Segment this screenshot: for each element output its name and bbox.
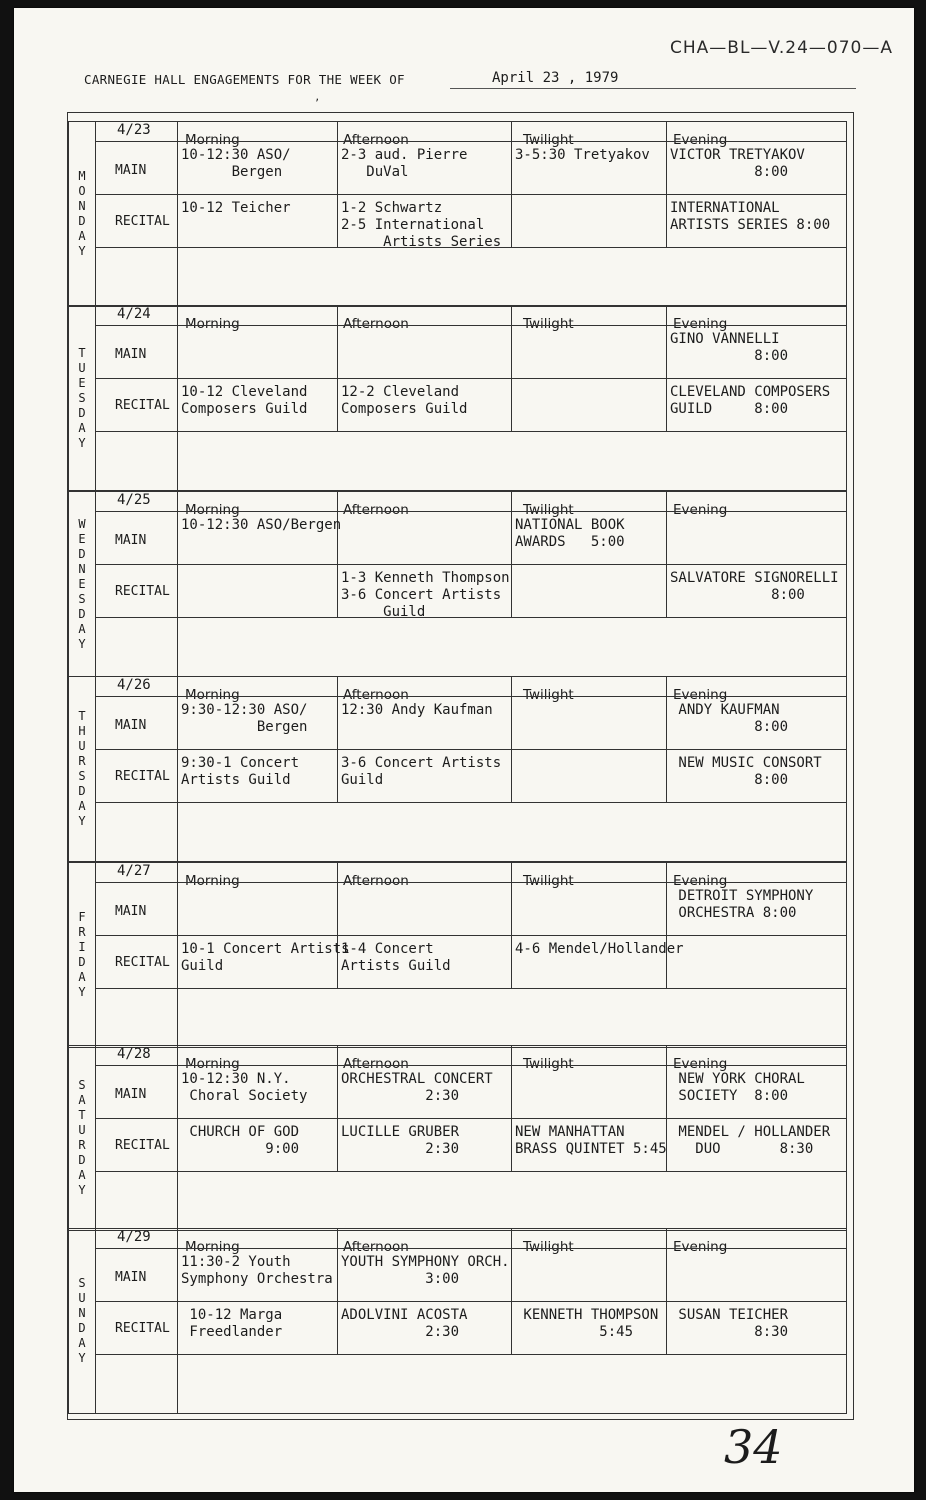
- week-caption: CARNEGIE HALL ENGAGEMENTS FOR THE WEEK OF: [84, 72, 405, 87]
- main-twilight-entry: 3-5:30 Tretyakov: [515, 147, 650, 163]
- row-divider: [96, 1118, 846, 1119]
- day-letter: Y: [78, 1351, 86, 1365]
- row-divider: [96, 378, 846, 379]
- row-label-recital: RECITAL: [115, 769, 170, 784]
- column-header-twilight: Twilight: [523, 502, 574, 518]
- day-letter: S: [78, 390, 86, 405]
- recital-twilight-entry: KENNETH THOMPSON 5:45: [523, 1307, 659, 1340]
- day-letter: W: [78, 516, 86, 531]
- schedule-table: [67, 112, 854, 1420]
- day-letter: T: [78, 709, 86, 723]
- row-divider: [96, 325, 846, 326]
- day-name-vertical: [69, 677, 96, 861]
- day-name-vertical: [69, 492, 96, 676]
- day-letter: E: [78, 375, 86, 390]
- column-divider: [511, 1046, 512, 1171]
- recital-evening-entry: SALVATORE SIGNORELLI 8:00: [670, 570, 839, 603]
- day-letter: U: [78, 1291, 86, 1305]
- row-divider: [96, 749, 846, 750]
- column-divider: [666, 492, 667, 617]
- column-divider: [177, 1229, 178, 1413]
- recital-morning-entry: 10-1 Concert Artists Guild: [181, 941, 350, 974]
- day-letter: A: [78, 1168, 86, 1182]
- row-label-recital: RECITAL: [115, 955, 170, 970]
- row-divider: [96, 1301, 846, 1302]
- day-letter: D: [78, 784, 86, 798]
- main-afternoon-entry: 12:30 Andy Kaufman: [341, 702, 493, 718]
- row-label-recital: RECITAL: [115, 398, 170, 413]
- row-label-main: MAIN: [115, 163, 147, 178]
- column-header-afternoon: Afternoon: [343, 1056, 409, 1072]
- row-label-recital: RECITAL: [115, 214, 170, 229]
- day-letter: Y: [78, 814, 86, 828]
- day-letter: D: [78, 214, 86, 228]
- day-letter: S: [78, 769, 86, 783]
- recital-morning-entry: 10-12 Teicher: [181, 200, 291, 216]
- reference-code: CHA—BL—V.24—070—A: [670, 38, 893, 58]
- day-block-sunday: [68, 1228, 847, 1414]
- column-header-morning: Morning: [185, 1239, 240, 1255]
- column-header-evening: Evening: [673, 1239, 728, 1255]
- column-divider: [177, 122, 178, 306]
- main-morning-entry: 9:30-12:30 ASO/ Bergen: [181, 702, 308, 735]
- column-divider: [177, 677, 178, 861]
- column-header-morning: Morning: [185, 873, 240, 889]
- day-letter: H: [78, 724, 86, 738]
- recital-afternoon-entry: 1-3 Kenneth Thompson 3-6 Concert Artists Guild: [341, 570, 510, 620]
- column-header-twilight: Twilight: [523, 873, 574, 889]
- recital-twilight-entry: NEW MANHATTAN BRASS QUINTET 5:45: [515, 1124, 667, 1157]
- day-block-wednesday: [68, 491, 847, 677]
- column-divider: [511, 677, 512, 802]
- main-morning-entry: 10-12:30 ASO/Bergen: [181, 517, 342, 533]
- day-letter: T: [78, 345, 86, 360]
- day-name-vertical: [69, 1046, 96, 1230]
- row-label-recital: RECITAL: [115, 584, 170, 599]
- day-letter: E: [78, 531, 86, 546]
- day-name-vertical: [69, 863, 96, 1047]
- column-header-evening: Evening: [673, 687, 728, 703]
- row-label-main: MAIN: [115, 904, 147, 919]
- day-letter: A: [78, 1336, 86, 1350]
- row-divider: [96, 882, 846, 883]
- row-divider: [96, 1065, 846, 1066]
- main-twilight-entry: NATIONAL BOOK AWARDS 5:00: [515, 517, 625, 550]
- day-date: 4/24: [117, 306, 151, 322]
- column-divider: [511, 492, 512, 617]
- pen-mark: ʼ: [314, 98, 321, 109]
- recital-morning-entry: 10-12 Marga Freedlander: [189, 1307, 283, 1340]
- day-letter: I: [78, 940, 86, 954]
- column-divider: [666, 677, 667, 802]
- row-divider: [96, 141, 846, 142]
- day-letter: N: [78, 561, 86, 576]
- row-divider: [96, 1248, 846, 1249]
- day-letter: D: [78, 1153, 86, 1167]
- day-letter: Y: [78, 985, 86, 999]
- column-divider: [337, 1229, 338, 1354]
- main-evening-entry: NEW YORK CHORAL SOCIETY 8:00: [678, 1071, 805, 1104]
- page-number: 34: [724, 1420, 783, 1474]
- column-divider: [177, 306, 178, 490]
- day-letter: S: [78, 591, 86, 606]
- day-date: 4/25: [117, 492, 151, 508]
- day-letter: A: [78, 420, 86, 435]
- main-afternoon-entry: 2-3 aud. Pierre DuVal: [341, 147, 468, 180]
- day-letter: M: [78, 169, 86, 183]
- day-date: 4/26: [117, 677, 151, 693]
- main-afternoon-entry: YOUTH SYMPHONY ORCH. 3:00: [341, 1254, 510, 1287]
- column-header-morning: Morning: [185, 1056, 240, 1072]
- day-letter: Y: [78, 435, 86, 450]
- column-header-twilight: Twilight: [523, 132, 574, 148]
- column-divider: [337, 492, 338, 617]
- recital-twilight-entry: 4-6 Mendel/Hollander: [515, 941, 684, 957]
- day-letter: D: [78, 405, 86, 420]
- day-letter: U: [78, 360, 86, 375]
- day-letter: D: [78, 606, 86, 621]
- main-afternoon-entry: ORCHESTRAL CONCERT 2:30: [341, 1071, 493, 1104]
- day-letter: D: [78, 955, 86, 969]
- day-block-tuesday: [68, 305, 847, 491]
- column-divider: [666, 863, 667, 988]
- column-header-afternoon: Afternoon: [343, 132, 409, 148]
- column-header-morning: Morning: [185, 132, 240, 148]
- day-date: 4/29: [117, 1229, 151, 1245]
- row-divider: [96, 696, 846, 697]
- day-letter: U: [78, 1123, 86, 1137]
- column-header-morning: Morning: [185, 316, 240, 332]
- day-block-saturday: [68, 1045, 847, 1231]
- column-header-afternoon: Afternoon: [343, 873, 409, 889]
- column-header-morning: Morning: [185, 502, 240, 518]
- day-letter: D: [78, 546, 86, 561]
- recital-afternoon-entry: 12-2 Cleveland Composers Guild: [341, 384, 468, 417]
- column-header-evening: Evening: [673, 132, 728, 148]
- column-header-evening: Evening: [673, 502, 728, 518]
- day-block-monday: [68, 121, 847, 307]
- column-header-evening: Evening: [673, 873, 728, 889]
- recital-afternoon-entry: 1-4 Concert Artists Guild: [341, 941, 451, 974]
- main-evening-entry: ANDY KAUFMAN 8:00: [678, 702, 789, 735]
- day-name-vertical: [69, 306, 96, 490]
- day-block-thursday: [68, 676, 847, 862]
- main-morning-entry: 10-12:30 N.Y. Choral Society: [181, 1071, 308, 1104]
- day-letter: Y: [78, 1183, 86, 1197]
- day-letter: F: [78, 910, 86, 924]
- row-divider: [96, 802, 846, 803]
- day-letter: Y: [78, 244, 86, 258]
- main-evening-entry: DETROIT SYMPHONY ORCHESTRA 8:00: [678, 888, 814, 921]
- column-divider: [666, 1229, 667, 1354]
- column-divider: [511, 306, 512, 431]
- day-letter: T: [78, 1108, 86, 1122]
- column-divider: [177, 863, 178, 1047]
- column-header-afternoon: Afternoon: [343, 687, 409, 703]
- recital-afternoon-entry: LUCILLE GRUBER 2:30: [341, 1124, 460, 1157]
- day-letter: R: [78, 754, 86, 768]
- row-divider: [96, 935, 846, 936]
- day-name-vertical: [69, 122, 96, 306]
- day-block-friday: [68, 862, 847, 1048]
- day-letter: S: [78, 1276, 86, 1290]
- recital-morning-entry: 9:30-1 Concert Artists Guild: [181, 755, 300, 788]
- column-divider: [177, 492, 178, 676]
- day-letter: A: [78, 799, 86, 813]
- column-divider: [666, 306, 667, 431]
- day-letter: R: [78, 1138, 86, 1152]
- day-letter: A: [78, 1093, 86, 1107]
- main-evening-entry: VICTOR TRETYAKOV 8:00: [670, 147, 805, 180]
- column-header-afternoon: Afternoon: [343, 316, 409, 332]
- column-divider: [511, 122, 512, 247]
- recital-morning-entry: 10-12 Cleveland Composers Guild: [181, 384, 308, 417]
- day-letter: U: [78, 739, 86, 753]
- main-morning-entry: 10-12:30 ASO/ Bergen: [181, 147, 291, 180]
- row-divider: [96, 511, 846, 512]
- recital-evening-entry: NEW MUSIC CONSORT 8:00: [678, 755, 822, 788]
- day-date: 4/23: [117, 122, 151, 138]
- recital-afternoon-entry: 1-2 Schwartz 2-5 International Artists Series: [341, 200, 502, 250]
- column-divider: [337, 677, 338, 802]
- day-name-vertical: [69, 1229, 96, 1413]
- row-divider: [96, 564, 846, 565]
- column-divider: [511, 1229, 512, 1354]
- day-letter: A: [78, 229, 86, 243]
- main-morning-entry: 11:30-2 Youth Symphony Orchestra: [181, 1254, 333, 1287]
- day-letter: A: [78, 621, 86, 636]
- recital-evening-entry: CLEVELAND COMPOSERS GUILD 8:00: [670, 384, 831, 417]
- recital-evening-entry: SUSAN TEICHER 8:30: [678, 1307, 789, 1340]
- column-divider: [666, 122, 667, 247]
- column-divider: [337, 1046, 338, 1171]
- day-letter: A: [78, 970, 86, 984]
- column-header-evening: Evening: [673, 1056, 728, 1072]
- row-divider: [96, 194, 846, 195]
- recital-afternoon-entry: ADOLVINI ACOSTA 2:30: [341, 1307, 468, 1340]
- column-divider: [511, 863, 512, 988]
- row-divider: [96, 1354, 846, 1355]
- row-label-main: MAIN: [115, 718, 147, 733]
- row-divider: [96, 431, 846, 432]
- column-header-evening: Evening: [673, 316, 728, 332]
- row-label-main: MAIN: [115, 533, 147, 548]
- row-label-recital: RECITAL: [115, 1321, 170, 1336]
- day-date: 4/28: [117, 1046, 151, 1062]
- week-of-date: April 23 , 1979: [492, 70, 619, 86]
- day-letter: S: [78, 1078, 86, 1092]
- day-letter: Y: [78, 636, 86, 651]
- column-header-afternoon: Afternoon: [343, 1239, 409, 1255]
- column-divider: [337, 122, 338, 247]
- row-label-main: MAIN: [115, 347, 147, 362]
- row-divider: [96, 988, 846, 989]
- row-label-main: MAIN: [115, 1087, 147, 1102]
- row-label-recital: RECITAL: [115, 1138, 170, 1153]
- column-header-afternoon: Afternoon: [343, 502, 409, 518]
- week-underline: [450, 88, 856, 89]
- day-date: 4/27: [117, 863, 151, 879]
- column-header-morning: Morning: [185, 687, 240, 703]
- recital-afternoon-entry: 3-6 Concert Artists Guild: [341, 755, 502, 788]
- column-header-twilight: Twilight: [523, 316, 574, 332]
- column-divider: [177, 1046, 178, 1230]
- column-header-twilight: Twilight: [523, 1056, 574, 1072]
- recital-evening-entry: INTERNATIONAL ARTISTS SERIES 8:00: [670, 200, 831, 233]
- day-letter: D: [78, 1321, 86, 1335]
- main-evening-entry: GINO VANNELLI 8:00: [670, 331, 789, 364]
- row-label-main: MAIN: [115, 1270, 147, 1285]
- recital-evening-entry: MENDEL / HOLLANDER DUO 8:30: [678, 1124, 831, 1157]
- day-letter: N: [78, 199, 86, 213]
- recital-morning-entry: CHURCH OF GOD 9:00: [189, 1124, 300, 1157]
- column-header-twilight: Twilight: [523, 1239, 574, 1255]
- column-divider: [337, 306, 338, 431]
- day-letter: E: [78, 576, 86, 591]
- day-letter: R: [78, 925, 86, 939]
- row-divider: [96, 1171, 846, 1172]
- column-header-twilight: Twilight: [523, 687, 574, 703]
- day-letter: N: [78, 1306, 86, 1320]
- day-letter: O: [78, 184, 86, 198]
